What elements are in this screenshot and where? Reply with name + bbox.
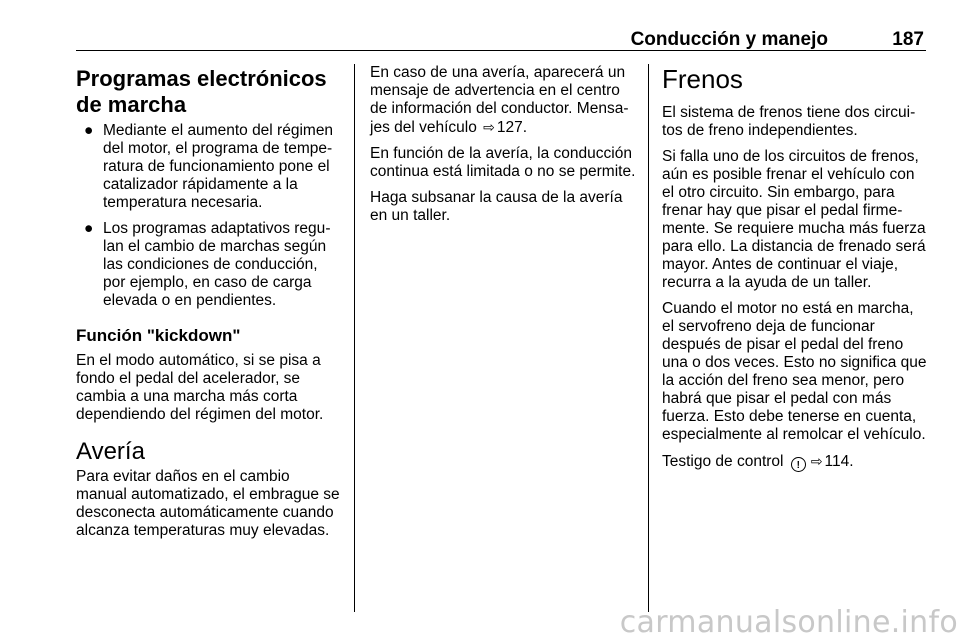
heading-programas: Programas electrónicos de marcha	[76, 66, 327, 117]
paragraph-text: Testigo de control	[662, 453, 784, 470]
page-reference-link[interactable]: 127.	[496, 119, 528, 136]
heading-kickdown: Función "kickdown"	[76, 326, 241, 345]
list-item	[76, 122, 344, 212]
column-divider	[648, 64, 649, 612]
paragraph-kickdown: En el modo automático, si se pisa a fondo el pedal del acelerador, se cambia a una marcha más corta dependiendo del régimen del motor.	[76, 352, 324, 423]
paragraph-fallo: Si falla uno de los circuitos de frenos, aún es posible frenar el vehículo con el otro circuito. Sin embargo, para frenar hay que pisar el pedal firmemente. Se requiere mucha más fuerza para ello. La distancia de frenado será mayor. Antes de continuar el viaje, recurra a la ayuda de un taller.	[662, 148, 926, 291]
column-right	[662, 64, 928, 480]
page-number: 187	[892, 29, 924, 50]
paragraph-taller: Haga subsanar la causa de la avería en un taller.	[370, 189, 623, 224]
page-header	[76, 26, 926, 51]
paragraph-averia: Para evitar daños en el cambio manual automatizado, el embrague se desconecta automáticamente cuando alcanza temperaturas muy elevadas.	[76, 468, 340, 539]
paragraph-conduccion: En función de la avería, la conducción continua está limitada o no se permite.	[370, 145, 636, 180]
page-reference-link[interactable]: 114.	[824, 453, 854, 470]
bullet-icon: ●	[84, 220, 94, 237]
column-left	[76, 64, 344, 548]
heading-averia: Avería	[76, 438, 145, 465]
list-item-text: Los programas adaptativos regulan el cambio de marchas según las condiciones de conducción, por ejemplo, en caso de carga elevada o en pendientes.	[103, 220, 331, 309]
page-reference-icon[interactable]: ⇨	[483, 119, 495, 135]
heading-frenos: Frenos	[662, 64, 743, 94]
bullet-icon: ●	[84, 122, 94, 139]
list-item	[76, 220, 344, 310]
column-middle	[370, 64, 638, 233]
paragraph-mensaje	[370, 64, 638, 137]
paragraph-testigo	[662, 452, 928, 472]
paragraph-circuitos: El sistema de frenos tiene dos circuitos de freno independientes.	[662, 104, 916, 139]
page-reference-icon[interactable]: ⇨	[810, 453, 823, 469]
watermark: carmanualsonline.info	[619, 605, 958, 640]
paragraph-servofreno: Cuando el motor no está en marcha, el servofreno deja de funcionar después de pisar el pedal del freno una o dos veces. Esto no significa que la acción del freno sea menor, pero habrá que pisar el pedal con más fuerza. Esto debe tenerse en cuenta, especialmente al remolcar el vehículo.	[662, 300, 927, 443]
section-title: Conducción y manejo	[630, 29, 828, 50]
bullet-list	[76, 122, 344, 310]
column-divider	[354, 64, 355, 612]
paragraph-text: En caso de una avería, aparecerá un mensaje de advertencia en el centro de información del conductor. Mensajes del vehículo	[370, 64, 629, 136]
list-item-text: Mediante el aumento del régimen del motor, el programa de temperatura de funcionamiento pone el catalizador rápidamente a la temperatura necesaria.	[103, 122, 334, 211]
brake-warning-lamp-icon: !	[791, 457, 806, 472]
